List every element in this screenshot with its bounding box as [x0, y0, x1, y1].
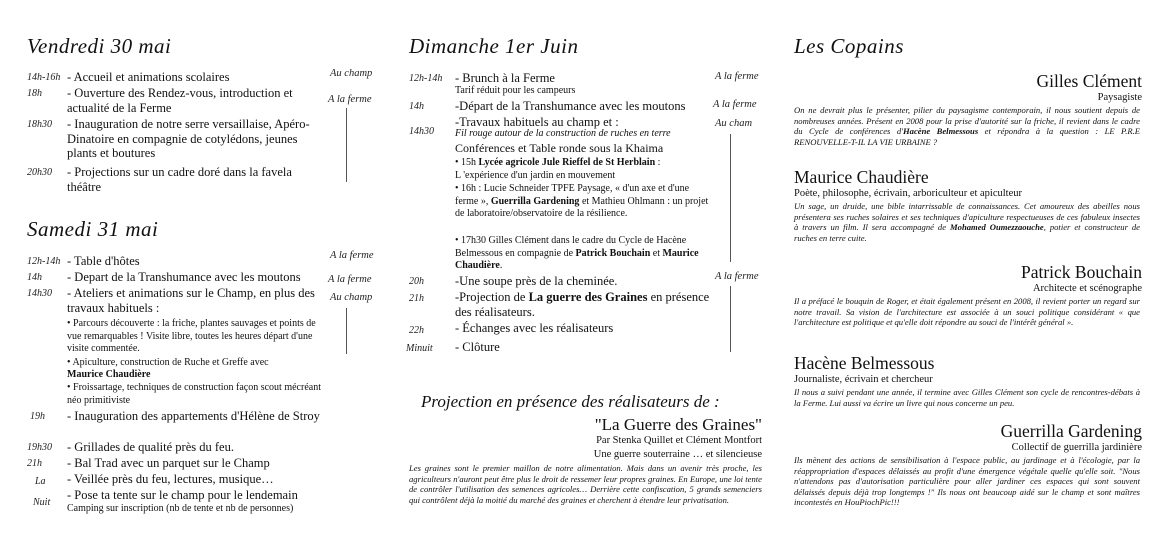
conf-topic: L 'expérience d'un jardin en mouvement — [455, 169, 616, 181]
location-label: A la ferme — [328, 94, 372, 105]
desc-guest: Hacène Belmessous — [902, 126, 979, 136]
time-label: 14h — [27, 272, 42, 283]
conf-text: • 17h30 Gilles Clément dans le cadre du Cycle de Hacène Belmessous en compagnie de — [455, 235, 687, 259]
workshop-guest: Maurice Chaudière — [67, 369, 151, 380]
conf-text: . — [499, 260, 503, 271]
agenda-item: - Ateliers et animations sur le Champ, en plus des travaux habituels : — [67, 286, 315, 315]
conf-time: • 15h — [455, 157, 479, 168]
workshop-item: • Parcours découverte : la friche, plantes sauvages et points de vue remarquables ! Visite libre, toutes les heures départ d'une visite commentée. — [67, 318, 316, 354]
agenda-item: - Projections sur un cadre doré dans la favela théâtre — [67, 165, 292, 194]
agenda-item: - Clôture — [455, 340, 500, 354]
agenda-item: - Table d'hôtes — [67, 254, 140, 268]
friday-title: Vendredi 30 mai — [27, 34, 172, 58]
conf-colon: : — [655, 157, 661, 168]
saturday-title: Samedi 31 mai — [27, 217, 159, 241]
conf-text: et Mathieu Ohlmann : un projet de laboratoire/observatoire de la résilience. — [455, 195, 709, 219]
workshop-item: • Apiculture, construction de Ruche et Greffe avec — [67, 357, 269, 368]
timeline-bar — [730, 286, 731, 352]
desc-text: , potier et constructeur de ruches en terre cuite. — [794, 222, 1140, 243]
column-friday-saturday — [0, 0, 390, 547]
time-label: 20h30 — [27, 167, 52, 178]
time-label: 18h30 — [27, 119, 52, 130]
time-label: 14h30 — [27, 288, 52, 299]
person-name: Gilles Clément — [1036, 71, 1142, 91]
time-label: 12h-14h — [409, 73, 443, 84]
person-description — [794, 105, 1140, 147]
agenda-item: - Bal Trad avec un parquet sur le Champ — [67, 456, 270, 470]
workshop-item: • Froissartage, techniques de construction façon scout mécréant néo primitiviste — [67, 382, 321, 406]
agenda-item: - Depart de la Transhumance avec les moutons — [67, 270, 301, 284]
agenda-text: -Projection de — [455, 290, 526, 304]
location-label: Au champ — [330, 292, 373, 303]
projection-film: "La Guerre des Graines" — [594, 415, 762, 434]
timeline-bar — [730, 134, 731, 262]
agenda-item: - Grillades de qualité près du feu. — [67, 440, 234, 454]
agenda-item: -Départ de la Transhumance avec les moutons — [455, 99, 686, 113]
conf-guest: Lycée agricole Jule Rieffel de St Herblain — [478, 157, 656, 168]
agenda-item: - Inauguration des appartements d'Hélène de Stroy — [67, 409, 320, 423]
camping-note: Camping sur inscription (nb de tente et nb de personnes) — [67, 503, 294, 514]
agenda-item: - Accueil et animations scolaires — [67, 70, 230, 84]
projection-tagline: Une guerre souterraine … et silencieuse — [593, 449, 762, 460]
time-label: Minuit — [406, 343, 433, 354]
agenda-item: -Travaux habituels au champ et : — [455, 115, 619, 129]
time-label: 21h — [409, 293, 424, 304]
time-label: 19h30 — [27, 442, 52, 453]
person-description: Ils mènent des actions de sensibilisation à l'espace public, au jardinage et à l'écologie, par la réappropriation d'espaces délaissés au profit d'une émergence végétale quelle qu'elle soit. "Nous n'attendons pas d'autorisation particulière pour aller jardiner ces espaces qui sont souvent délaissés depuis déjà trop longtemps !" Ils nous ont beaucoup aidé sur le champ et sont maîtres incontestés en HouPiochPic!!! — [794, 455, 1140, 507]
column-sunday-projection — [395, 0, 780, 547]
agenda-text: en présence des réalisateurs. — [455, 290, 710, 319]
conf-text: • 16h : Lucie Schneider TPFE Paysage, « d'un axe et d'une ferme », — [455, 183, 690, 207]
time-label: 21h — [27, 458, 42, 469]
desc-text: Un sage, un druide, une bible intarrissable de connaissances. Cet amoureux des abeilles nous présentera ses ruches solaires et ses techniques d'apiculture respectueuses de ces fabuleux insectes à travers un film. Il sera accompagné de — [794, 201, 1140, 232]
projection-description: Les graines sont le premier maillon de notre alimentation. Mais dans un avenir très proche, les agriculteurs n'auront peut être plus le droit de ressemer leur propres graines. En Europe, une loi tente de contrôler l'utilisation des semences agricoles… Derrière cette confiscation, 5 grands semenciers qui contrôlent déjà la moitié du marché des graines et cherchent à étendre leur privatisation. — [409, 463, 762, 505]
timeline-bar — [346, 108, 347, 182]
person-role: Journaliste, écrivain et chercheur — [794, 374, 933, 385]
projection-directors: Par Stenka Quillet et Clément Montfort — [596, 435, 762, 446]
time-label: 14h — [409, 101, 424, 112]
projection-title: Projection en présence des réalisateurs de : — [421, 392, 720, 411]
time-label: 14h-16h — [27, 72, 61, 83]
person-description: Il nous a suivi pendant une année, il termine avec Gilles Clément son cycle de rencontres-débats à la Ferme. Lui aussi va écrire un livre qui nous concerne un peu. — [794, 387, 1140, 408]
film-title: La guerre des Graines — [528, 290, 648, 304]
time-label: 20h — [409, 276, 424, 287]
time-label: La — [35, 476, 46, 487]
agenda-item: - Veillée près du feu, lectures, musique… — [67, 472, 274, 486]
time-label: 14h30 — [409, 126, 434, 137]
location-label: A la ferme — [715, 71, 759, 82]
conf-guest: Maurice Chaudière — [455, 247, 699, 271]
location-label: A la ferme — [330, 250, 374, 261]
conference-item — [455, 183, 710, 221]
location-label: A la ferme — [713, 99, 757, 110]
desc-text: On ne devrait plus le présenter, pilier du paysagisme contemporain, il nous soutient depuis de nombreuses années. Présent en 2008 pour la prise d'autorité sur la friche, il revient dans le cadre du Cycle de conférences d' — [794, 105, 1140, 136]
person-description — [794, 201, 1140, 243]
person-role: Poète, philosophe, écrivain, arboriculteur et apiculteur — [794, 188, 1023, 199]
agenda-item: - Pose ta tente sur le champ pour le lendemain — [67, 488, 298, 502]
fil-rouge: Fil rouge autour de la construction de ruches en terre — [455, 128, 671, 139]
time-label: 18h — [27, 88, 42, 99]
person-role: Collectif de guerrilla jardinière — [1011, 442, 1142, 453]
person-name: Maurice Chaudière — [794, 167, 929, 187]
sunday-title: Dimanche 1er Juin — [409, 34, 579, 58]
conf-guest: Guerrilla Gardening — [490, 195, 580, 207]
time-label: 22h — [409, 325, 424, 336]
agenda-item: - Brunch à la Ferme — [455, 71, 555, 85]
person-description: Il a préfacé le bouquin de Roger, et était également présent en 2008, il revient porter un regard sur notre travail. Sa vision de l'architecture est associée à un souci politique considérant « que l'architecture est politique et qu'elle doit répondre au souci de l'intérêt général ». — [794, 296, 1140, 327]
person-name: Patrick Bouchain — [1020, 262, 1142, 282]
agenda-item: - Échanges avec les réalisateurs — [455, 321, 614, 335]
person-role: Paysagiste — [1097, 92, 1142, 103]
agenda-item — [455, 290, 710, 319]
brunch-note: Tarif réduit pour les campeurs — [455, 85, 576, 96]
time-label: Nuit — [33, 497, 51, 508]
person-role: Architecte et scénographe — [1032, 283, 1142, 294]
location-label: A la ferme — [328, 274, 372, 285]
timeline-bar — [346, 308, 347, 354]
conference-heading: Conférences et Table ronde sous la Khaima — [455, 141, 664, 155]
agenda-item: -Une soupe près de la cheminée. — [455, 274, 618, 288]
conf-text: et — [650, 247, 663, 259]
person-name: Hacène Belmessous — [794, 353, 935, 373]
agenda-item: - Inauguration de notre serre versaillaise, Apéro-Dinatoire en compagnie de cotylédons, jeunes plants et boutures — [67, 117, 310, 160]
time-label: 12h-14h — [27, 256, 61, 267]
location-label: Au cham — [715, 118, 753, 129]
conference-item — [455, 157, 710, 182]
time-label: 19h — [30, 411, 45, 422]
agenda-item: - Ouverture des Rendez-vous, introduction et actualité de la Ferme — [67, 86, 293, 115]
copains-title: Les Copains — [794, 34, 904, 58]
conf-guest: Patrick Bouchain — [575, 247, 651, 259]
desc-text: et répondra à la question : LE P.R.E RENOUVELLE-T-IL LA VIE URBAINE ? — [794, 126, 1140, 147]
column-copains — [782, 0, 1162, 547]
conference-item — [455, 235, 710, 273]
location-label: A la ferme — [715, 271, 759, 282]
person-name: Guerrilla Gardening — [1000, 421, 1142, 441]
location-label: Au champ — [330, 68, 373, 79]
desc-guest: Mohamed Oumezzaouche — [950, 222, 1044, 232]
